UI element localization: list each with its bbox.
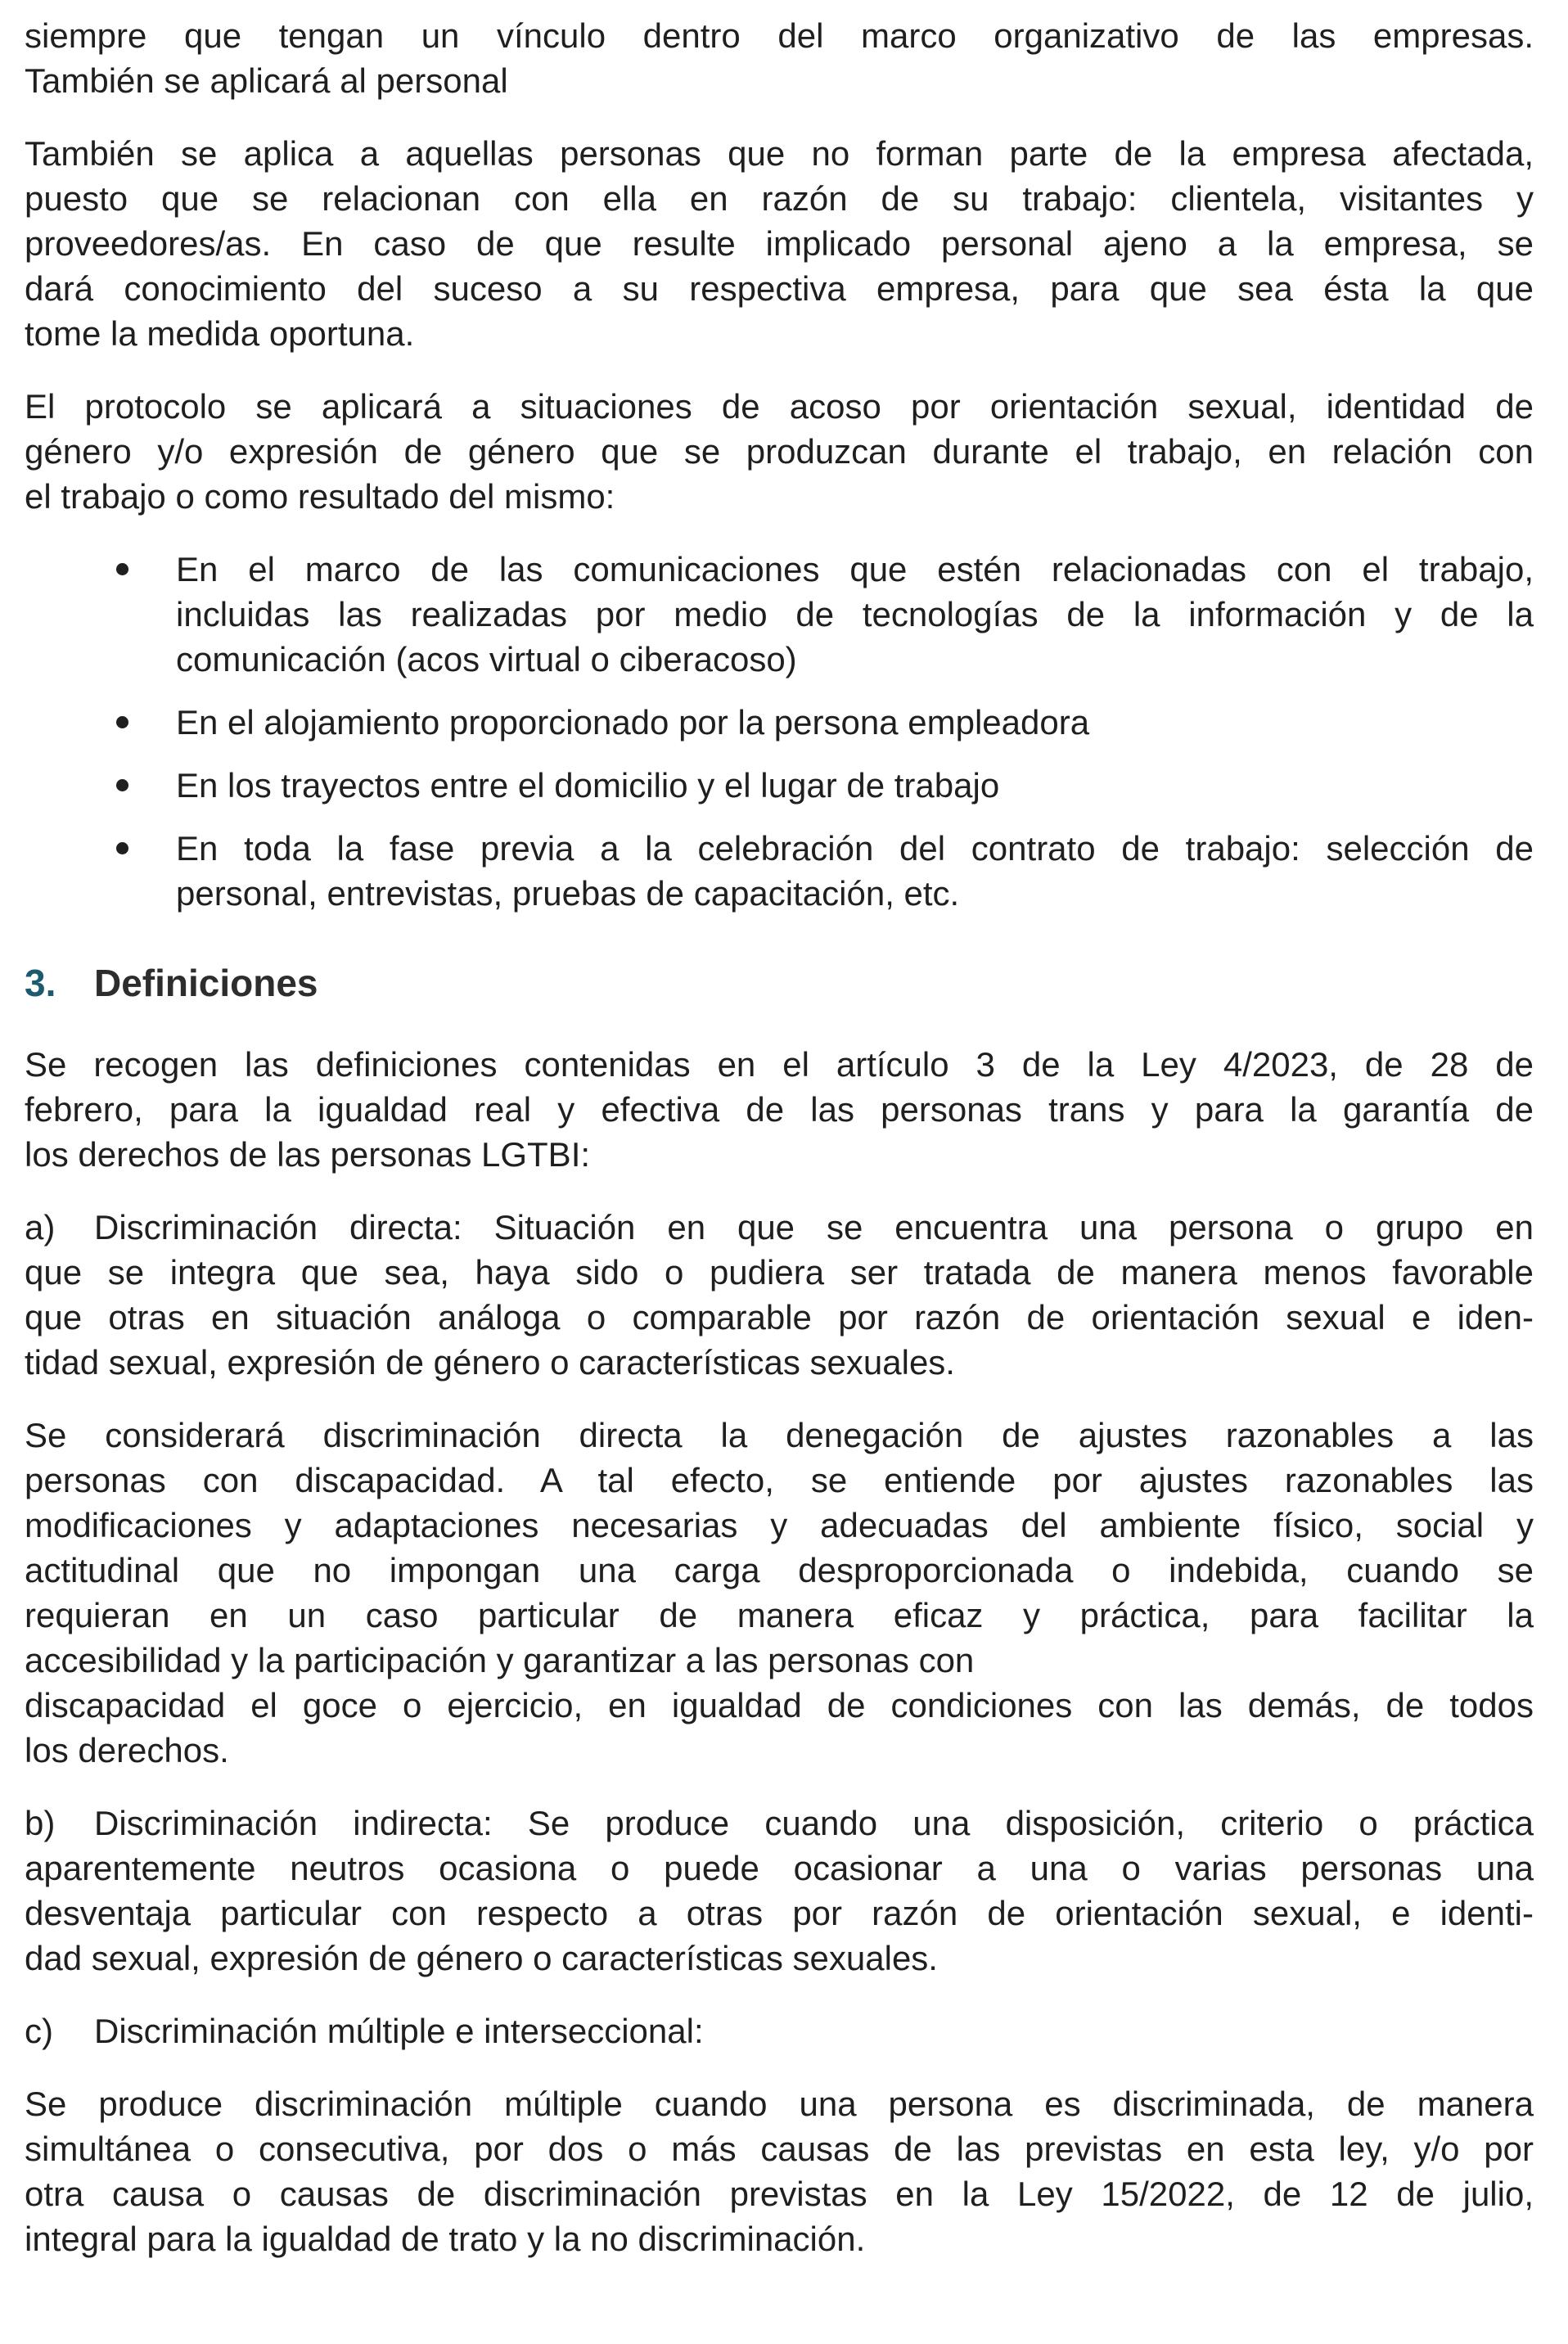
bullet-icon bbox=[116, 716, 128, 728]
text-line: proveedores/as. En caso de que resulte implicado personal ajeno a la empresa, se bbox=[25, 224, 1534, 263]
paragraph bbox=[25, 1413, 1534, 1773]
text-line: tidad sexual, expresión de género o características sexuales. bbox=[25, 1343, 955, 1382]
paragraph bbox=[25, 384, 1534, 519]
bullet-icon bbox=[116, 842, 128, 854]
text-line: También se aplicará al personal bbox=[25, 61, 508, 100]
paragraph bbox=[25, 1042, 1534, 1177]
item-letter: c) bbox=[25, 2012, 53, 2050]
text-line: discapacidad el goce o ejercicio, en igualdad de condiciones con las demás, de todos bbox=[25, 1686, 1534, 1724]
text-line: personal, entrevistas, pruebas de capacitación, etc. bbox=[176, 874, 960, 913]
paragraph bbox=[25, 1205, 1534, 1385]
text-line: incluidas las realizadas por medio de tecnologías de la información y de la bbox=[176, 595, 1534, 633]
text-line: personas con discapacidad. A tal efecto, se entiende por ajustes razonables las bbox=[25, 1461, 1534, 1499]
text-line: c) Discriminación múltiple e interseccional: bbox=[25, 2008, 1534, 2053]
text-line: a) Discriminación directa: Situación en que se encuentra una persona o grupo en bbox=[25, 1205, 1534, 1250]
list-item bbox=[25, 547, 1534, 682]
text-line: integral para la igualdad de trato y la no discriminación. bbox=[25, 2220, 866, 2258]
text-line: requieran en un caso particular de manera eficaz y práctica, para facilitar la bbox=[25, 1596, 1534, 1634]
text-line: febrero, para la igualdad real y efectiva de las personas trans y para la garantía de bbox=[25, 1090, 1534, 1129]
text-line: desventaja particular con respecto a otras por razón de orientación sexual, e identi- bbox=[25, 1894, 1534, 1932]
text-line: dad sexual, expresión de género o características sexuales. bbox=[25, 1939, 938, 1977]
text-line: que otras en situación análoga o comparable por razón de orientación sexual e iden- bbox=[25, 1298, 1534, 1337]
section-heading bbox=[25, 958, 1534, 1007]
text-line: comunicación (acos virtual o ciberacoso) bbox=[176, 640, 797, 678]
bullet-icon bbox=[116, 779, 128, 791]
list-item bbox=[25, 826, 1534, 916]
text-line: tome la medida oportuna. bbox=[25, 314, 415, 353]
text-line: modificaciones y adaptaciones necesarias y adecuadas del ambiente físico, social y bbox=[25, 1506, 1534, 1544]
paragraph bbox=[25, 2081, 1534, 2261]
text-line: En el alojamiento proporcionado por la persona empleadora bbox=[176, 703, 1090, 742]
text-line: aparentemente neutros ocasiona o puede ocasionar a una o varias personas una bbox=[25, 1849, 1534, 1887]
item-letter: b) bbox=[25, 1804, 56, 1842]
text-line: En toda la fase previa a la celebración del contrato de trabajo: selección de bbox=[176, 829, 1534, 868]
text-line: género y/o expresión de género que se produzcan durante el trabajo, en relación con bbox=[25, 432, 1534, 471]
text-line: actitudinal que no impongan una carga desproporcionada o indebida, cuando se bbox=[25, 1551, 1534, 1589]
paragraph bbox=[25, 1801, 1534, 1981]
item-letter: a) bbox=[25, 1208, 56, 1246]
text-line: el trabajo o como resultado del mismo: bbox=[25, 477, 615, 516]
text-line: b) Discriminación indirecta: Se produce cuando una disposición, criterio o práctica bbox=[25, 1801, 1534, 1846]
bullet-icon bbox=[116, 563, 128, 575]
text-line: Se produce discriminación múltiple cuando una persona es discriminada, de manera bbox=[25, 2085, 1534, 2123]
paragraph bbox=[25, 2008, 1534, 2053]
list-item bbox=[25, 700, 1534, 745]
text-line: los derechos de las personas LGTBI: bbox=[25, 1135, 591, 1174]
text-line: que se integra que sea, haya sido o pudiera ser tratada de manera menos favorable bbox=[25, 1253, 1534, 1291]
text-line: puesto que se relacionan con ella en razón de su trabajo: clientela, visitantes y bbox=[25, 179, 1534, 218]
paragraph bbox=[25, 13, 1534, 103]
text-line: En el marco de las comunicaciones que estén relacionadas con el trabajo, bbox=[176, 550, 1534, 588]
text-line: El protocolo se aplicará a situaciones de acoso por orientación sexual, identidad de bbox=[25, 387, 1534, 426]
text-line: Se recogen las definiciones contenidas en el artículo 3 de la Ley 4/2023, de 28 de bbox=[25, 1045, 1534, 1084]
text-line: accesibilidad y la participación y garantizar a las personas con bbox=[25, 1641, 975, 1679]
bullet-list bbox=[25, 547, 1534, 916]
text-line: siempre que tengan un vínculo dentro del marco organizativo de las empresas. bbox=[25, 16, 1534, 55]
text-line: También se aplica a aquellas personas que no forman parte de la empresa afectada, bbox=[25, 134, 1534, 173]
text-line: simultánea o consecutiva, por dos o más causas de las previstas en esta ley, y/o por bbox=[25, 2130, 1534, 2168]
text-line: Se considerará discriminación directa la denegación de ajustes razonables a las bbox=[25, 1416, 1534, 1454]
text-line: los derechos. bbox=[25, 1731, 229, 1769]
section-number: 3. bbox=[25, 962, 56, 1004]
text-line: dará conocimiento del suceso a su respectiva empresa, para que sea ésta la que bbox=[25, 269, 1534, 308]
text-line: otra causa o causas de discriminación previstas en la Ley 15/2022, de 12 de julio, bbox=[25, 2175, 1534, 2213]
section-title: Definiciones bbox=[94, 962, 318, 1004]
list-item bbox=[25, 763, 1534, 808]
text-line: En los trayectos entre el domicilio y el lugar de trabajo bbox=[176, 766, 1000, 805]
paragraph bbox=[25, 131, 1534, 356]
